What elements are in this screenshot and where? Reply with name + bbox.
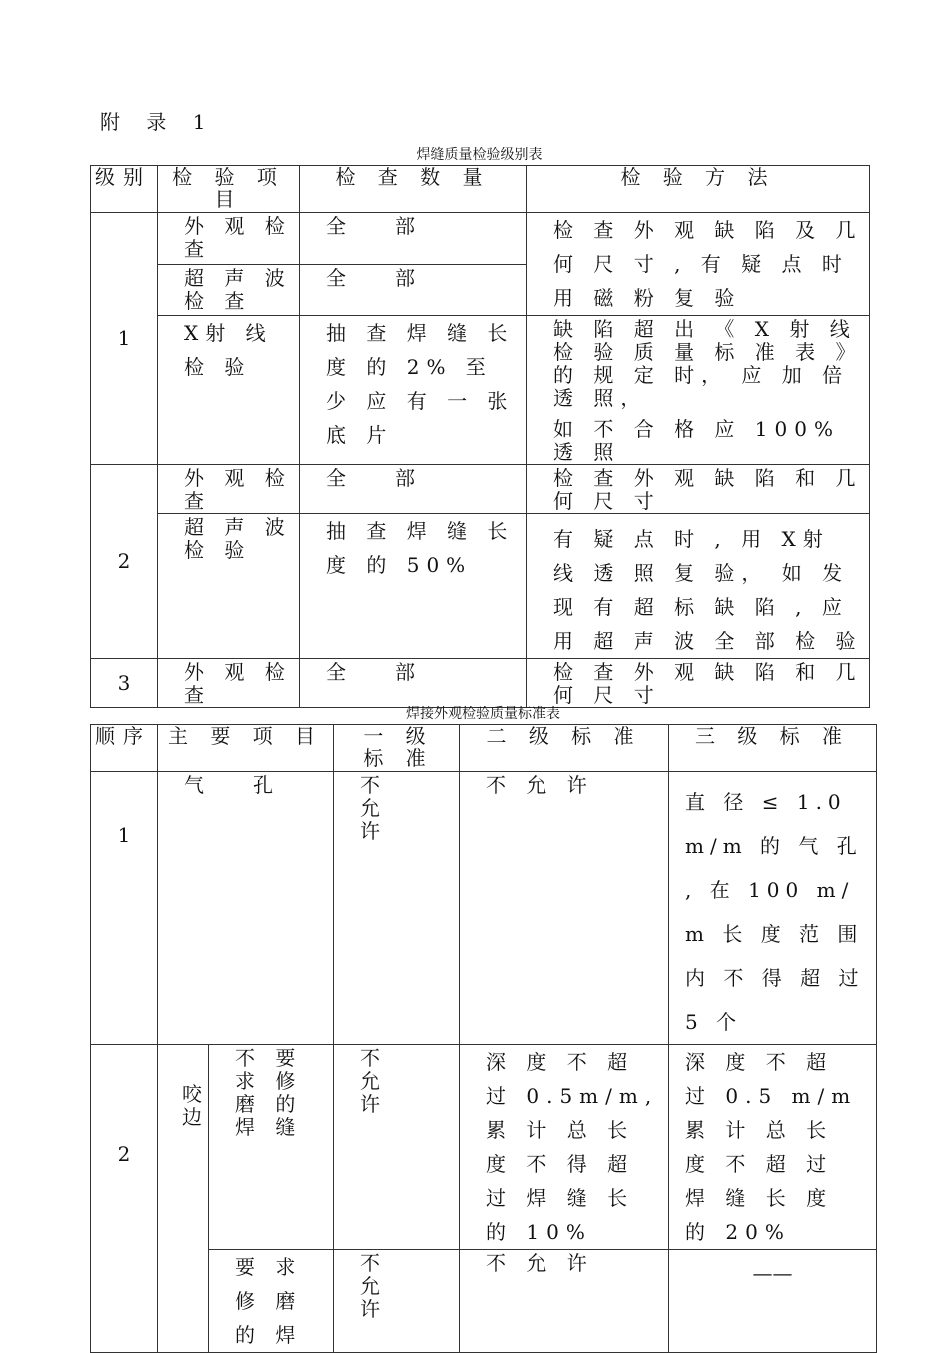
header-quantity: 检 查 数 量	[300, 166, 527, 213]
level3-method-visual: 检 查 外 观 缺 陷 和 几 何 尺 寸	[527, 659, 870, 708]
level-3-cell: 3	[91, 659, 158, 708]
level1-qty-xray: 抽 查 焊 缝 长 度 的 2% 至 少 应 有 一 张 底 片	[300, 316, 527, 465]
row-2-seq: 2	[91, 1045, 158, 1353]
row1-grade3: 直 径 ≤ 1.0 m/m 的 气 孔 , 在 100 m/m 长 度 范 围 内 不 得 超 过 5 个	[669, 772, 877, 1045]
row2-sub1-grade1: 不 允 许	[334, 1045, 460, 1250]
appendix-label: 附 录 1	[100, 110, 216, 134]
level3-item-visual: 外 观 检 查	[158, 659, 300, 708]
level2-qty-ultrasonic: 抽 查 焊 缝 长 度 的 50%	[300, 514, 527, 659]
table1-caption: 焊缝质量检验级别表	[416, 147, 543, 163]
row2-sub2-item: 要 求 修 磨 的 焊	[209, 1250, 334, 1353]
level-1-cell: 1	[91, 213, 158, 465]
header-grade1: 一 级 标 准	[334, 725, 460, 772]
header-main-item: 主 要 项 目	[158, 725, 334, 772]
level-2-cell: 2	[91, 465, 158, 659]
level2-method-ultrasonic: 有 疑 点 时 , 用 X射 线 透 照 复 验， 如 发 现 有 超 标 缺 陷 , 应 用 超 声 波 全 部 检 验	[527, 514, 870, 659]
level3-qty-visual: 全 部	[300, 659, 527, 708]
row1-grade1: 不 允 许	[334, 772, 460, 1045]
level2-method-visual: 检 查 外 观 缺 陷 和 几 何 尺 寸	[527, 465, 870, 514]
row2-sub1-grade2: 深 度 不 超 过 0.5m/m, 累 计 总 长 度 不 得 超 过 焊 缝 长 的 10%	[460, 1045, 669, 1250]
header-item: 检 验 项 目	[158, 166, 300, 213]
level1-qty-visual: 全 部	[300, 213, 527, 265]
header-seq: 顺序	[91, 725, 158, 772]
row1-item-porosity: 气 孔	[158, 772, 334, 1045]
header-method: 检 验 方 法	[527, 166, 870, 213]
row1-grade2: 不 允 许	[460, 772, 669, 1045]
level2-item-ultrasonic: 超 声 波 检 验	[158, 514, 300, 659]
level1-item-ultrasonic: 超 声 波 检 查	[158, 264, 300, 316]
level1-item-visual: 外 观 检 查	[158, 213, 300, 265]
weld-quality-level-table	[90, 165, 870, 708]
row2-sub2-grade2: 不 允 许	[460, 1250, 669, 1353]
header-level: 级别	[91, 166, 158, 213]
row2-sub1-item: 不 要 求 修 磨 的 焊 缝	[209, 1045, 334, 1250]
level1-method-xray: 缺 陷 超 出 《 X 射 线 检 验 质 量 标 准 表 》 的 规 定 时， 应 加 倍 透 照， 如 不 合 格 应 100% 透 照	[527, 316, 870, 465]
row-1-seq: 1	[91, 772, 158, 1045]
header-grade2: 二 级 标 准	[460, 725, 669, 772]
level1-qty-ultrasonic: 全 部	[300, 264, 527, 316]
empty-dash: ——	[752, 1261, 793, 1285]
row2-sub2-grade3	[669, 1250, 877, 1353]
row2-sub1-grade3: 深 度 不 超 过 0.5 m/m 累 计 总 长 度 不 超 过 焊 缝 长 度 的 20%	[669, 1045, 877, 1250]
row2-group-undercut: 咬边	[158, 1045, 209, 1353]
row2-sub2-grade1: 不 允 许	[334, 1250, 460, 1353]
table2-caption: 焊接外观检验质量标准表	[406, 706, 560, 722]
header-grade3: 三 级 标 准	[669, 725, 877, 772]
level1-method-visual-ultrasonic: 检 查 外 观 缺 陷 及 几 何 尺 寸 , 有 疑 点 时 用 磁 粉 复 验	[527, 213, 870, 316]
weld-appearance-standard-table	[90, 724, 877, 1353]
level2-item-visual: 外 观 检 查	[158, 465, 300, 514]
level1-item-xray: X射 线 检 验	[158, 316, 300, 465]
level2-qty-visual: 全 部	[300, 465, 527, 514]
